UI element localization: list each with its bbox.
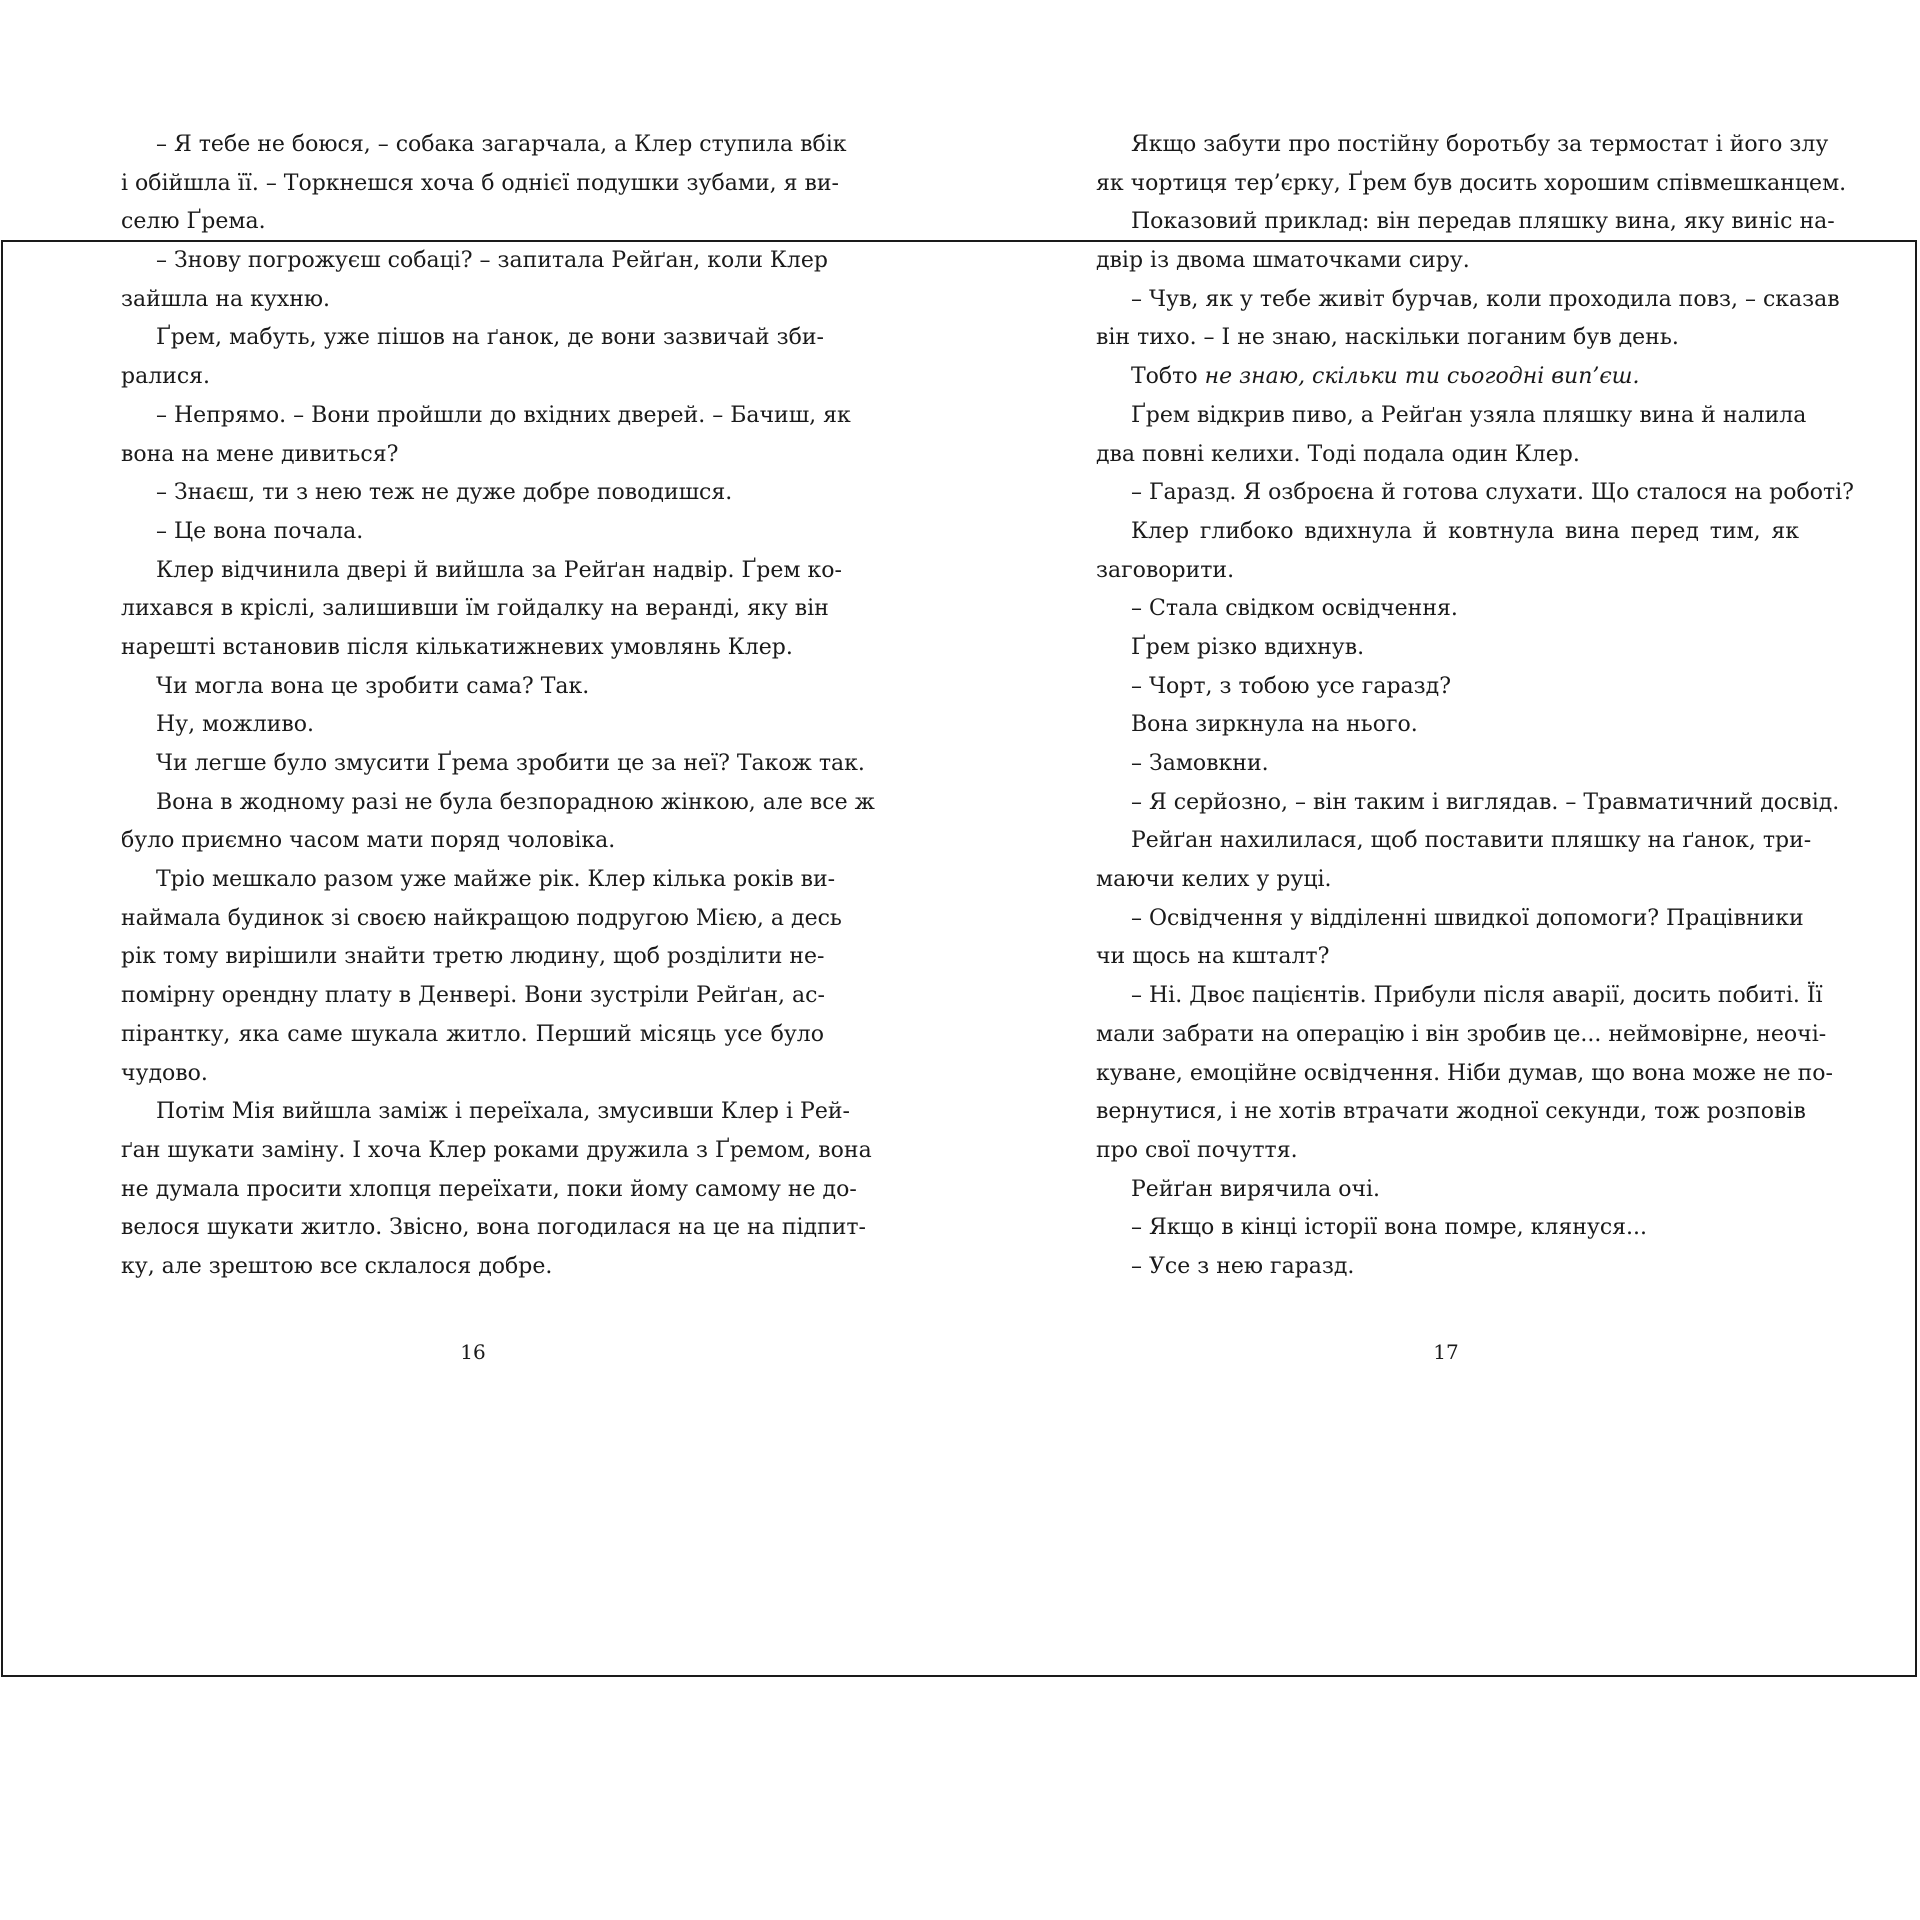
text-line — [1096, 165, 1847, 204]
text-line-content: – Усе з нею гаразд. — [1131, 1253, 1355, 1279]
text-line — [1096, 242, 1799, 281]
text-line-content: Ґрем різко вдихнув. — [1131, 634, 1365, 660]
text-line — [121, 900, 842, 939]
text-line — [1096, 552, 1799, 591]
text-line-content: заговорити. — [1096, 557, 1235, 583]
text-line-content: про свої почуття. — [1096, 1137, 1298, 1163]
text-line-content: – Знаєш, ти з нею теж не дуже добре поводишся. — [156, 480, 733, 506]
text-line-content: – Я тебе не боюся, – собака загарчала, а Клер ступила вбік — [156, 132, 847, 157]
text-line — [1096, 1171, 1799, 1210]
text-line — [121, 552, 842, 591]
text-line-content: – Чорт, з тобою усе гаразд? — [1131, 673, 1451, 699]
text-line-content: чи щось на кшталт? — [1096, 944, 1330, 970]
text-line — [121, 629, 824, 668]
text-line — [121, 1171, 857, 1210]
text-line-content: – Знову погрожуєш собаці? – запитала Рейґан, коли Клер — [156, 248, 828, 274]
text-line-content: два повні келихи. Тоді подала один Клер. — [1096, 441, 1580, 467]
text-line — [121, 242, 828, 281]
text-line — [1096, 706, 1799, 745]
text-line — [121, 474, 824, 513]
text-line — [121, 203, 824, 242]
text-line-content: наймала будинок зі своєю найкращою подругою Мією, а десь — [121, 905, 842, 931]
text-line-content: Тобто — [1131, 364, 1198, 390]
text-line — [1096, 1055, 1833, 1094]
text-line — [1096, 938, 1799, 977]
text-line — [1096, 1132, 1799, 1171]
text-line — [1096, 126, 1829, 165]
text-line — [1096, 900, 1804, 939]
text-line-content: ку, але зрештою все склалося добре. — [121, 1253, 553, 1279]
text-line — [1096, 474, 1854, 513]
right-page-number: 17 — [1433, 1340, 1459, 1364]
text-line — [1096, 977, 1823, 1016]
text-line — [1096, 861, 1799, 900]
text-line-content: і обійшла її. – Торкнешся хоча б однієї подушки зубами, я ви- — [121, 170, 839, 196]
text-line-content: Потім Мія вийшла заміж і переїхала, змусивши Клер і Рей- — [156, 1099, 850, 1125]
text-line-content: Чи легше було змусити Ґрема зробити це за неї? Також так. — [156, 751, 865, 776]
text-line-content: Рейґан нахилилася, щоб поставити пляшку на ґанок, три- — [1131, 828, 1812, 854]
text-line-content: Клер відчинила двері й вийшла за Рейґан надвір. Ґрем ко- — [156, 557, 842, 583]
text-line — [121, 1248, 824, 1287]
text-line — [121, 358, 824, 397]
text-line-content: вернутися, і не хотів втрачати жодної секунди, тож розповів — [1096, 1099, 1806, 1125]
text-line — [121, 1055, 824, 1094]
text-line-content: Клер глибоко вдихнула й ковтнула вина перед тим, як — [1131, 518, 1799, 544]
text-line-content: селю Ґрема. — [121, 209, 266, 235]
text-line-content: помірну орендну плату в Денвері. Вони зустріли Рейґан, ас- — [121, 983, 825, 1009]
text-line-content: Ґрем, мабуть, уже пішов на ґанок, де вони зазвичай зби- — [156, 325, 824, 351]
text-line-content: – Якщо в кінці історії вона помре, клянуся... — [1131, 1215, 1648, 1241]
text-line — [121, 590, 829, 629]
text-line-content: ґан шукати заміну. І хоча Клер роками дружила з Ґремом, вона — [121, 1137, 872, 1163]
text-line-content: як чортиця тер’єрку, Ґрем був досить хорошим співмешканцем. — [1096, 170, 1847, 196]
text-line — [1096, 745, 1799, 784]
text-line — [121, 977, 824, 1016]
text-line — [1096, 1093, 1806, 1132]
text-line — [121, 706, 824, 745]
text-line-content: ралися. — [121, 364, 211, 390]
text-line-content: – Я серйозно, – він таким і виглядав. – Травматичний досвід. — [1131, 789, 1840, 815]
text-line — [1096, 281, 1840, 320]
text-line-content: – Чув, як у тебе живіт бурчав, коли проходила повз, – сказав — [1131, 286, 1840, 312]
text-line-content: Рейґан вирячила очі. — [1131, 1176, 1381, 1202]
text-line — [1096, 1209, 1799, 1248]
text-line-content: – Стала свідком освідчення. — [1131, 596, 1458, 622]
text-line — [121, 436, 824, 475]
text-line — [121, 165, 839, 204]
text-line-content: Ґрем відкрив пиво, а Рейґан узяла пляшку вина й налила — [1131, 402, 1807, 428]
right-page-text — [1096, 126, 1854, 1287]
text-line-content: – Ні. Двоє пацієнтів. Прибули після аварії, досить побиті. Її — [1131, 983, 1823, 1009]
text-line-content: чудово. — [121, 1060, 208, 1086]
text-line-content: маючи келих у руці. — [1096, 867, 1332, 893]
text-line-content: – Замовкни. — [1131, 751, 1269, 776]
left-page-number: 16 — [460, 1340, 486, 1364]
text-line — [1096, 203, 1835, 242]
text-line-content: пірантку, яка саме шукала житло. Перший місяць усе було — [121, 1021, 824, 1047]
text-line-content: – Гаразд. Я озброєна й готова слухати. Що сталося на роботі? — [1131, 480, 1854, 506]
text-line — [1096, 822, 1812, 861]
text-line — [1096, 629, 1799, 668]
text-line-content: було приємно часом мати поряд чоловіка. — [121, 828, 616, 854]
text-line-content: нарешті встановив після кількатижневих умовлянь Клер. — [121, 634, 793, 660]
text-line — [121, 938, 824, 977]
text-line-content: вона на мене дивиться? — [121, 441, 399, 467]
text-line — [121, 745, 865, 784]
text-line-content: – Це вона почала. — [156, 518, 364, 544]
text-line-content: Тріо мешкало разом уже майже рік. Клер кілька років ви- — [156, 867, 836, 893]
text-line — [1096, 358, 1799, 397]
text-line — [1096, 319, 1799, 358]
text-line — [121, 319, 824, 358]
text-line — [1096, 1248, 1799, 1287]
text-line-content: двір із двома шматочками сиру. — [1096, 248, 1470, 274]
text-line-content: Показовий приклад: він передав пляшку вина, яку виніс на- — [1131, 209, 1835, 235]
text-line-content: велося шукати житло. Звісно, вона погодилася на це на підпит- — [121, 1215, 866, 1241]
text-line — [1096, 513, 1799, 552]
text-line-content: куване, емоційне освідчення. Ніби думав, що вона може не по- — [1096, 1060, 1833, 1086]
text-line-content: Вона зиркнула на нього. — [1131, 712, 1418, 738]
text-line-content: Чи могла вона це зробити сама? Так. — [156, 673, 590, 699]
text-line-content: він тихо. – І не знаю, наскільки поганим був день. — [1096, 325, 1679, 351]
text-line — [121, 397, 851, 436]
text-line — [1096, 397, 1807, 436]
text-line-content: не думала просити хлопця переїхати, поки йому самому не до- — [121, 1176, 857, 1202]
text-line — [121, 126, 847, 165]
italic-text: не знаю, скільки ти сьогодні вип’єш. — [1197, 364, 1640, 390]
text-line — [1096, 784, 1840, 823]
text-line — [121, 1093, 850, 1132]
text-line-content: – Освідчення у відділенні швидкої допомоги? Працівники — [1131, 905, 1804, 931]
text-line-content: зайшла на кухню. — [121, 286, 330, 312]
text-line — [121, 784, 875, 823]
text-line-content: рік тому вирішили знайти третю людину, щоб розділити не- — [121, 944, 825, 970]
text-line-content: Вона в жодному разі не була безпорадною жінкою, але все ж — [156, 789, 875, 815]
left-page — [121, 126, 875, 1287]
text-line — [121, 281, 824, 320]
text-line-content: лихався в кріслі, залишивши їм гойдалку на веранді, яку він — [121, 596, 829, 622]
right-page — [1096, 126, 1854, 1287]
text-line — [121, 822, 824, 861]
text-line — [1096, 668, 1799, 707]
text-line-content: Ну, можливо. — [156, 712, 314, 738]
text-line — [121, 1209, 866, 1248]
text-line-content: – Непрямо. – Вони пройшли до вхідних дверей. – Бачиш, як — [156, 402, 851, 428]
text-line-content: Якщо забути про постійну боротьбу за термостат і його злу — [1131, 132, 1829, 157]
text-line-content: мали забрати на операцію і він зробив це... неймовірне, неочі- — [1096, 1021, 1827, 1047]
text-line — [1096, 590, 1799, 629]
text-line — [1096, 1016, 1827, 1055]
text-line — [121, 1132, 872, 1171]
left-page-text — [121, 126, 875, 1287]
text-line — [1096, 436, 1799, 475]
text-line — [121, 1016, 824, 1055]
text-line — [121, 513, 824, 552]
text-line — [121, 861, 836, 900]
text-line — [121, 668, 824, 707]
